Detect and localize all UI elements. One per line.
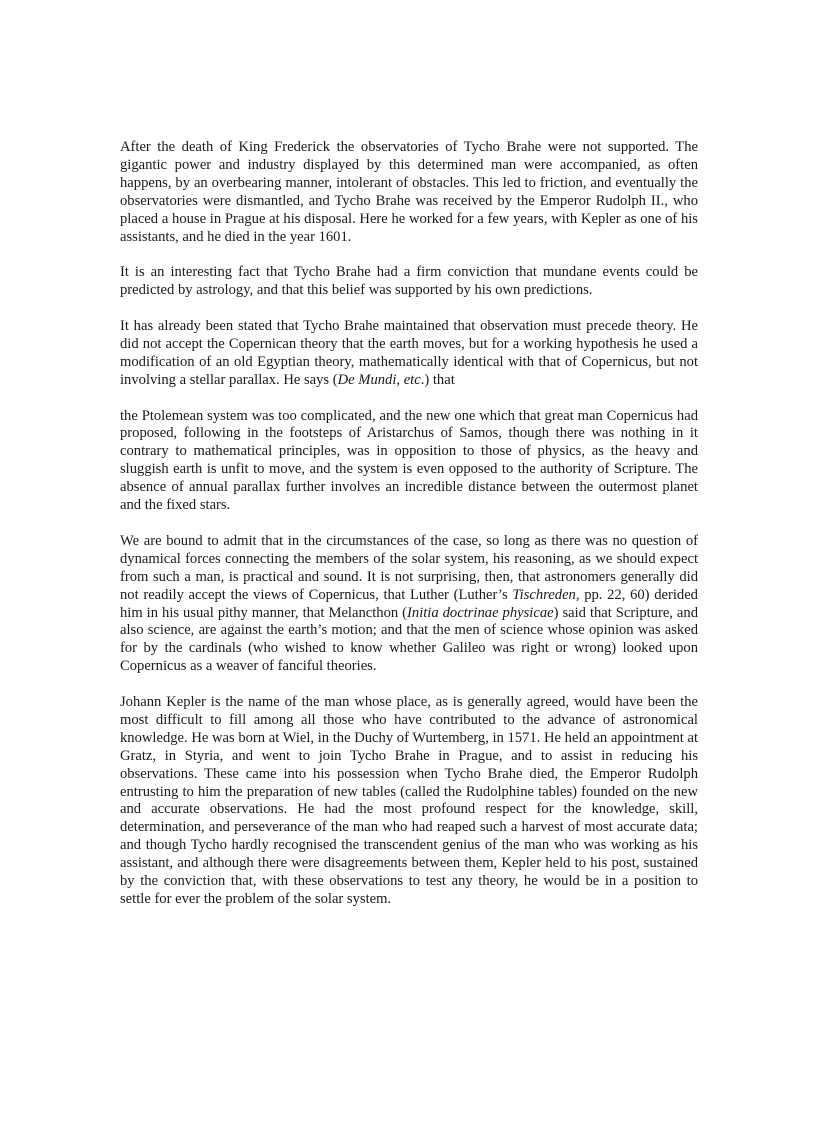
paragraph-dynamical-forces (120, 533, 698, 676)
paragraph-dynamical-end: ) said that Scripture, and also science, are against the earth’s motion; and that the men of science whose opinion was asked for by the cardinals (who wished to know whether Galileo was right or wrong) looked upon Copernicus as a weaver of fanciful theories. (120, 604, 699, 675)
paragraph-dynamical-mid: , pp. 22, 60) derided him in his usual pithy manner, that Melancthon ( (120, 586, 698, 621)
paragraph-kepler: Johann Kepler is the name of the man whose place, as is generally agreed, would have been the most difficult to fill among all those who have contributed to the advance of astronomical knowledge. He was born at Wiel, in the Duchy of Wurtemberg, in 1571. He held an appointment at Gratz, in Styria, and went to join Tycho Brahe in Prague, and to assist in reducing his observations. These came into his possession when Tycho Brahe died, the Emperor Rudolph entrusting to him the preparation of new tables (called the Rudolphine tables) founded on the new and accurate observations. He had the most profound respect for the knowledge, skill, determination, and perseverance of the man who had reaped such a harvest of most accurate data; and though Tycho hardly recognised the transcendent genius of the man who was working as his assistant, and although there were disagreements between them, Kepler held to his post, sustained by the conviction that, with these observations to test any theory, he would be in a position to settle for ever the problem of the solar system. (120, 694, 698, 907)
paragraph-astrology: It is an interesting fact that Tycho Brahe had a firm conviction that mundane events could be predicted by astrology, and that this belief was supported by his own predictions. (120, 264, 698, 299)
citation-tischreden: Tischreden (512, 586, 576, 603)
paragraph-observation-end: .) that (420, 371, 455, 388)
paragraph-dynamical-text: We are bound to admit that in the circumstances of the case, so long as there was no question of dynamical forces connecting the members of the solar system, his reasoning, as we should expect from such a man, is practical and sound. It is not surprising, then, that astronomers generally did not readily accept the views of Copernicus, that Luther (Luther’s (120, 532, 698, 603)
paragraph-observation (120, 318, 698, 390)
citation-de-mundi: De Mundi (337, 371, 397, 388)
citation-etc: etc (403, 371, 421, 388)
paragraph-ptolemean-quote: the Ptolemean system was too complicated, and the new one which that great man Copernicus had proposed, following in the footsteps of Aristarchus of Samos, though there was nothing in it contrary to mathematical principles, was in opposition to those of physics, as the heavy and sluggish earth is unfit to move, and the system is even opposed to the authority of Scripture. The absence of annual parallax further involves an incredible distance between the outermost planet and the fixed stars. (120, 407, 698, 514)
paragraph-observation-text: It has already been stated that Tycho Brahe maintained that observation must precede theory. He did not accept the Copernican theory that the earth moves, but for a working hypothesis he used a modification of an old Egyptian theory, mathematically identical with that of Copernicus, but not involving a stellar parallax. He says ( (120, 318, 698, 388)
document-page (120, 139, 698, 909)
paragraph-frederick: After the death of King Frederick the observatories of Tycho Brahe were not supported. The gigantic power and industry displayed by this determined man were accompanied, as often happens, by an overbearing manner, intolerant of obstacles. This led to friction, and eventually the observatories were dismantled, and Tycho Brahe was received by the Emperor Rudolph II., who placed a house in Prague at his disposal. Here he worked for a few years, with Kepler as one of his assistants, and he died in the year 1601. (120, 139, 698, 245)
paragraph-observation-sep: , (396, 371, 404, 388)
citation-initia: Initia doctrinae physicae (407, 604, 554, 621)
